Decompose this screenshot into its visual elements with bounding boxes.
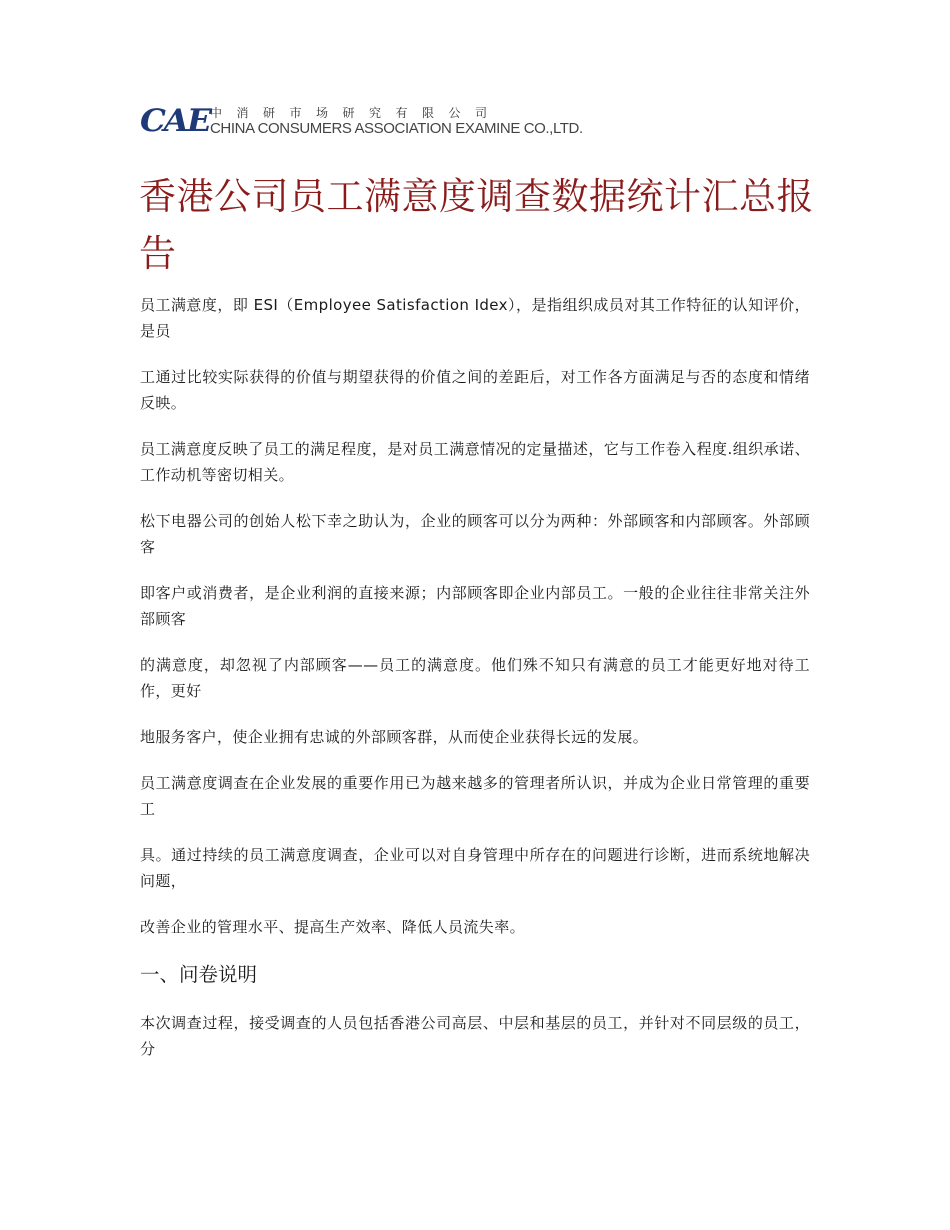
logo-text [210,106,583,137]
paragraph: 即客户或消费者，是企业利润的直接来源；内部顾客即企业内部员工。一般的企业往往非常关注外部顾客 [140,584,810,628]
paragraph: 松下电器公司的创始人松下幸之助认为，企业的顾客可以分为两种：外部顾客和内部顾客。外部顾客 [140,512,810,556]
paragraph: 工通过比较实际获得的价值与期望获得的价值之间的差距后，对工作各方面满足与否的态度和情绪反映。 [140,368,810,412]
company-logo [140,103,583,139]
company-name-cn: 中消研市场研究有限公司 [210,106,502,120]
paragraph: 员工满意度调查在企业发展的重要作用已为越来越多的管理者所认识，并成为企业日常管理的重要工 [140,774,810,818]
section-heading: 一、问卷说明 [140,963,258,986]
paragraph: 改善企业的管理水平、提高生产效率、降低人员流失率。 [140,918,526,936]
paragraph: 员工满意度，即 ESI（Employee Satisfaction Idex），是指组织成员对其工作特征的认知评价，是员 [140,296,810,340]
company-name-en: CHINA CONSUMERS ASSOCIATION EXAMINE CO.,LTD. [210,120,583,137]
paragraph: 地服务客户，使企业拥有忠诚的外部顾客群，从而使企业获得长远的发展。 [140,728,649,746]
document-body [140,292,810,1082]
paragraph: 本次调查过程，接受调查的人员包括香港公司高层、中层和基层的员工，并针对不同层级的员工，分 [140,1014,810,1058]
logo-mark: CAE [140,103,210,139]
paragraph: 的满意度，却忽视了内部顾客——员工的满意度。他们殊不知只有满意的员工才能更好地对待工作，更好 [140,656,810,700]
paragraph: 员工满意度反映了员工的满足程度，是对员工满意情况的定量描述，它与工作卷入程度.组织承诺、工作动机等密切相关。 [140,440,810,484]
paragraph: 具。通过持续的员工满意度调查，企业可以对自身管理中所存在的问题进行诊断，进而系统地解决问题， [140,846,810,890]
document-title: 香港公司员工满意度调查数据统计汇总报告 [139,175,814,275]
